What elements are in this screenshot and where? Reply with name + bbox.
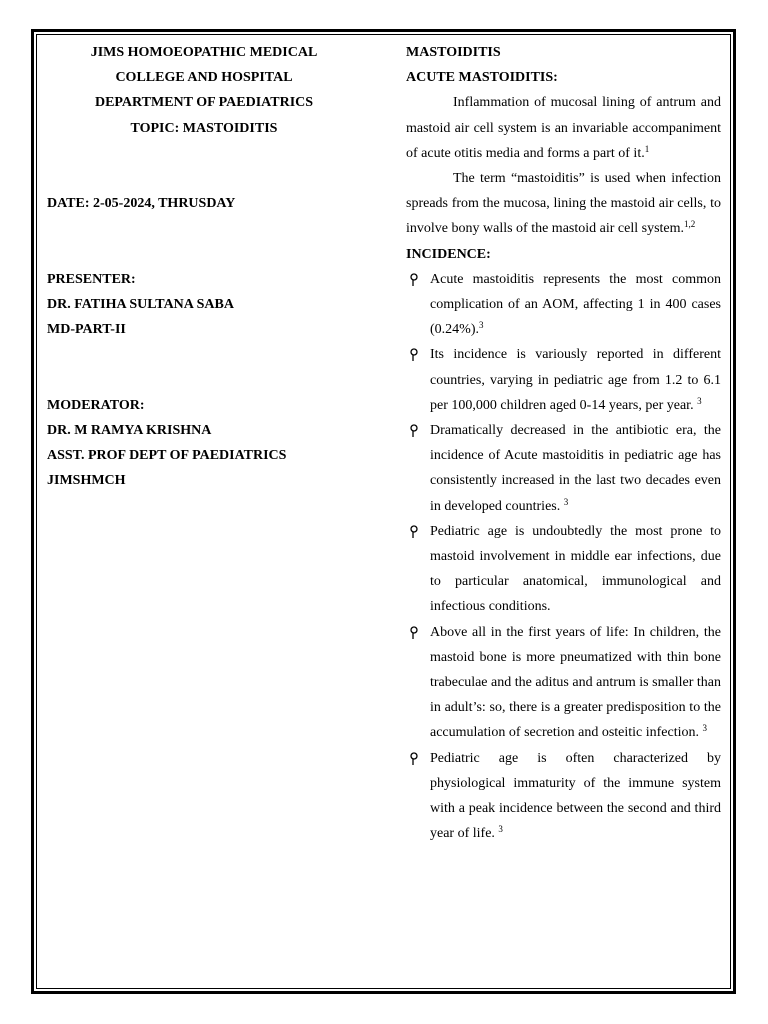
left-column [47, 40, 387, 493]
reference-marker: 1,2 [684, 219, 696, 230]
list-item [406, 746, 721, 847]
incidence-heading: INCIDENCE: [406, 246, 491, 262]
list-item [406, 267, 721, 343]
institute-line-2: COLLEGE AND HOSPITAL [115, 70, 293, 86]
pin-bullet-icon [409, 273, 419, 287]
presenter-name: DR. FATIHA SULTANA SABA [47, 296, 234, 312]
presenter-label: PRESENTER: [47, 271, 136, 287]
reference-marker: 3 [702, 723, 708, 734]
moderator-name: DR. M RAMYA KRISHNA [47, 422, 212, 438]
section-title: MASTOIDITIS [406, 45, 501, 60]
list-item [406, 342, 721, 418]
moderator-designation: ASST. PROF DEPT OF PAEDIATRICS [47, 448, 287, 463]
list-item-text: Pediatric age is often characterized by physiological immaturity of the immune system with a peak incidence between the second and third year of life. [430, 750, 721, 842]
moderator-label: MODERATOR: [47, 397, 145, 413]
reference-marker: 3 [479, 320, 484, 331]
term-paragraph [406, 166, 721, 242]
list-item [406, 620, 721, 746]
list-item-text: Acute mastoiditis represents the most common complication of an AOM, affecting 1 in 400 cases (0.24%). [430, 271, 721, 338]
pin-bullet-icon [409, 525, 419, 539]
list-item [406, 519, 721, 620]
topic-line: TOPIC: MASTOIDITIS [130, 120, 278, 136]
reference-marker: 3 [697, 395, 702, 406]
right-column [406, 40, 721, 846]
reference-marker: 1 [644, 143, 650, 154]
incidence-list [406, 267, 721, 847]
definition-paragraph [406, 90, 721, 166]
reference-marker: 3 [498, 824, 503, 835]
list-item-text: Its incidence is variously reported in different countries, varying in pediatric age from 1.2 to 6.1 per 100,000 children aged 0-14 years, per year. [430, 347, 721, 413]
definition-text: Inflammation of mucosal lining of antrum and mastoid air cell system is an invariable accompaniment of acute otitis media and forms a part of it. [406, 95, 721, 161]
pin-bullet-icon [409, 752, 419, 766]
pin-bullet-icon [409, 424, 419, 438]
acute-mastoiditis-heading: ACUTE MASTOIDITIS: [406, 70, 558, 86]
reference-marker: 3 [563, 496, 569, 507]
pin-bullet-icon [409, 348, 419, 362]
pin-bullet-icon [409, 626, 419, 640]
term-text: The term “mastoiditis” is used when infection spreads from the mucosa, lining the mastoid air cells, to involve bony walls of the mastoid air cell system. [406, 170, 721, 237]
moderator-institution: JIMSHMCH [47, 473, 126, 489]
list-item-text: Dramatically decreased in the antibiotic era, the incidence of Acute mastoiditis in pediatric age has consistently increased in the last two decades even in developed countries. [430, 423, 721, 514]
date-line: DATE: 2-05-2024, THRUSDAY [47, 196, 236, 212]
department-line: DEPARTMENT OF PAEDIATRICS [94, 95, 314, 111]
presenter-degree: MD-PART-II [47, 322, 126, 338]
institute-line-1: JIMS HOMOEOPATHIC MEDICAL [90, 45, 318, 60]
list-item [406, 418, 721, 519]
list-item-text: Above all in the first years of life: In children, the mastoid bone is more pneumatized with thin bone trabeculae and the aditus and antrum is smaller than in adult’s: so, there is a greater predisposition to the accumulation of secretion and osteitic infection. [430, 624, 721, 741]
list-item-text: Pediatric age is undoubtedly the most prone to mastoid involvement in middle ear infections, due to particular anatomical, immunological and infectious conditions. [430, 523, 721, 615]
